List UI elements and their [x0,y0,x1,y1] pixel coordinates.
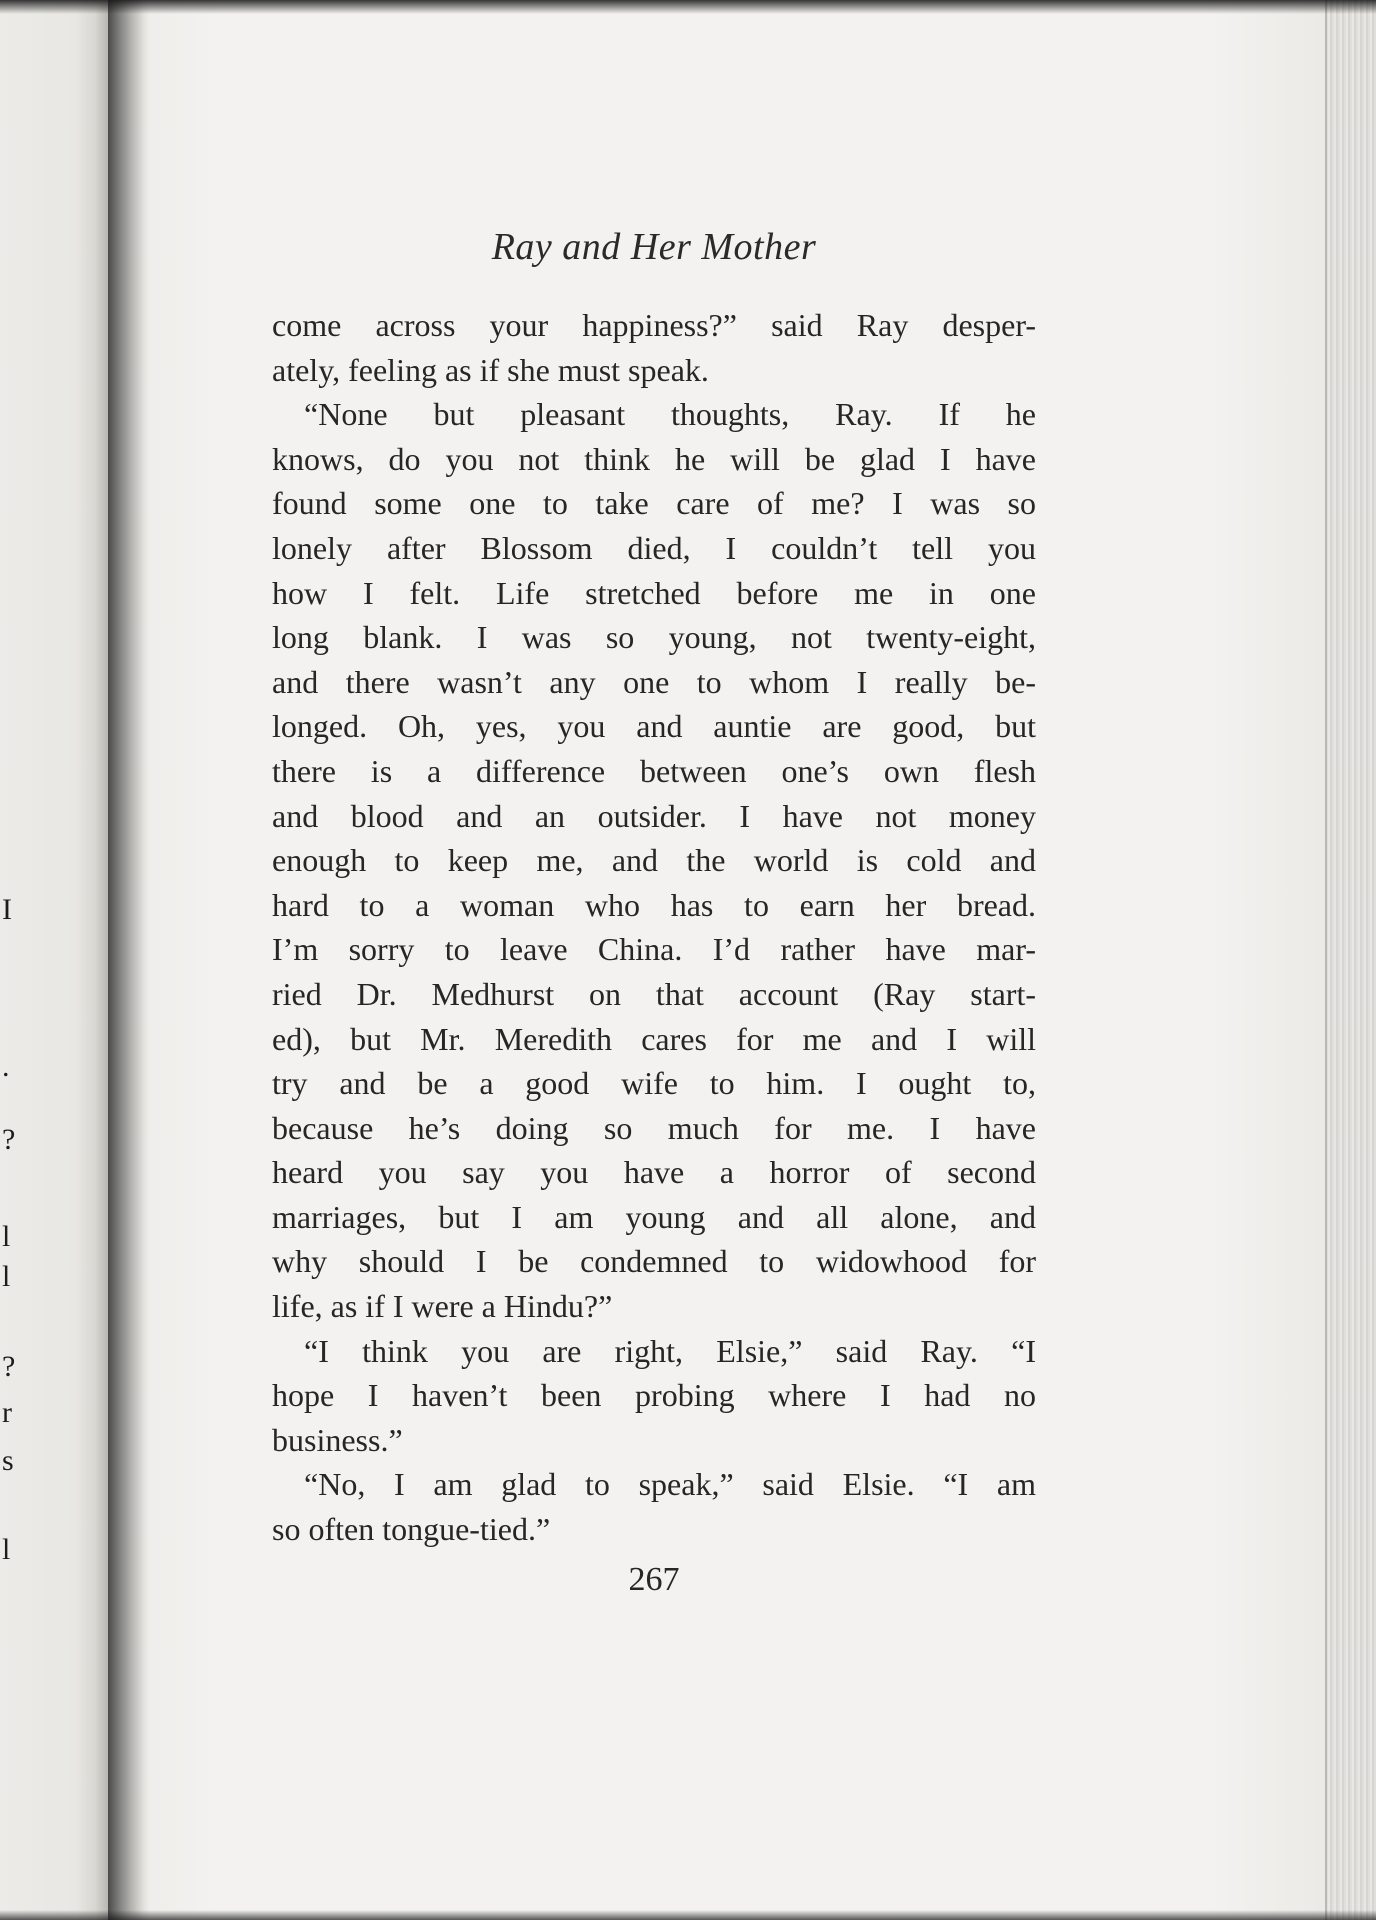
text-line: longed. Oh, yes, you and auntie are good, but [272,708,1036,745]
text-line: and there wasn’t any one to whom I really be- [272,663,1036,700]
text-line: come across your happiness?” said Ray desper- [272,307,1036,343]
text-line: ately, feeling as if she must speak. [272,351,709,388]
text-line: heard you say you have a horror of second [272,1154,1036,1191]
text-line: long blank. I was so young, not twenty-eight, [272,619,1036,656]
text-line: try and be a good wife to him. I ought to, [272,1065,1036,1102]
text-line: ried Dr. Medhurst on that account (Ray start- [272,975,1036,1012]
text-line: how I felt. Life stretched before me in one [272,574,1036,611]
previous-page-edge [0,0,108,1920]
text-line: knows, do you not think he will be glad I have [272,440,1036,477]
text-line: life, as if I were a Hindu?” [272,1288,613,1325]
page-stack-edges [1325,0,1376,1920]
cropped-glyph: I [2,893,12,926]
text-line: hard to a woman who has to earn her bread. [272,886,1036,923]
text-line: found some one to take care of me? I was so [272,485,1036,522]
text-line: because he’s doing so much for me. I have [272,1109,1036,1146]
text-line: “I think you are right, Elsie,” said Ray. “I [304,1332,1036,1369]
text-line: marriages, but I am young and all alone, and [272,1198,1036,1235]
text-line: so often tongue-tied.” [272,1511,551,1548]
text-line: ed), but Mr. Meredith cares for me and I will [272,1020,1036,1057]
top-shadow [0,0,1376,14]
cropped-glyph: . [2,1050,10,1083]
text-line: and blood and an outsider. I have not money [272,797,1036,834]
cropped-glyph: l [2,1533,11,1566]
cropped-glyph: r [2,1396,12,1429]
text-line: enough to keep me, and the world is cold and [272,842,1036,879]
cropped-glyph: s [2,1444,14,1477]
text-line: business.” [272,1421,403,1458]
text-line: lonely after Blossom died, I couldn’t tell you [272,529,1036,566]
book-gutter [108,0,150,1920]
page-number: 267 [628,1561,680,1598]
text-line: “No, I am glad to speak,” said Elsie. “I am [304,1466,1036,1503]
cropped-glyph: l [2,1220,11,1253]
text-line: why should I be condemned to widowhood for [272,1243,1036,1280]
text-line: hope I haven’t been probing where I had no [272,1377,1036,1414]
text-line: I’m sorry to leave China. I’d rather have mar- [272,931,1036,968]
running-head: Ray and Her Mother [491,226,817,268]
previous-page-cropped-text [0,0,20,1920]
bottom-shadow [0,1910,1376,1920]
cropped-glyph: l [2,1260,11,1293]
body-text [272,303,1036,1552]
cropped-glyph: ? [2,1123,16,1156]
text-line: there is a difference between one’s own flesh [272,752,1036,789]
cropped-glyph: ? [2,1350,16,1383]
text-line: “None but pleasant thoughts, Ray. If he [304,396,1036,433]
